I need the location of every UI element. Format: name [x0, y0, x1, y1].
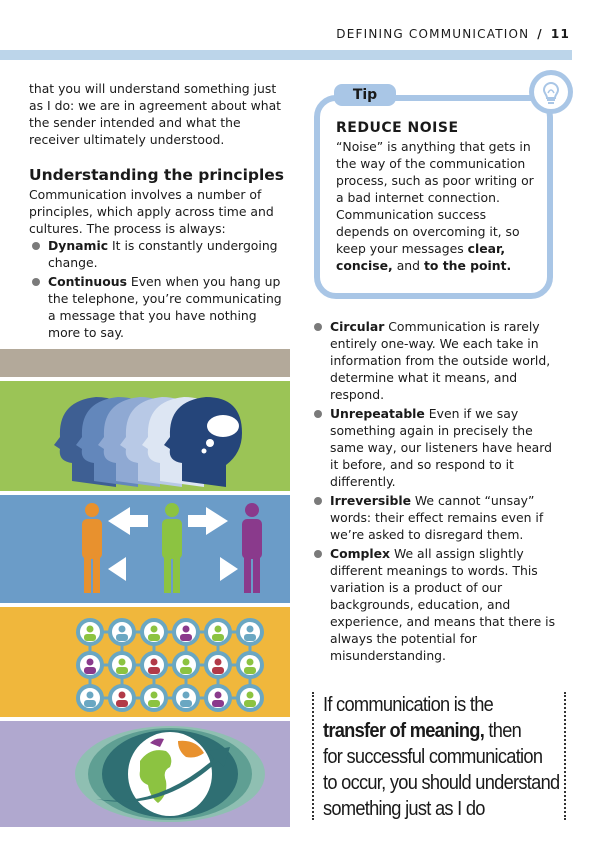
three-people-arrows-icon	[0, 495, 290, 603]
quote-emphasis: transfer of meaning,	[323, 720, 485, 742]
bullet-text: It is constantly undergoing change.	[48, 238, 278, 270]
intro-paragraph: that you will understand something just as I do: we are in agreement about what the sender intended and what the receiver ultimately understood.	[29, 81, 282, 147]
pull-quote-text	[323, 692, 560, 822]
section-title: DEFINING COMMUNICATION	[336, 27, 530, 41]
tip-bold-text: to the point.	[423, 258, 512, 273]
list-item	[311, 318, 561, 403]
list-item	[29, 237, 291, 271]
section-heading: Understanding the principles	[29, 166, 285, 184]
bullet-text: We cannot “unsay” words: their effect remains even if we’re asked to disregard them.	[330, 493, 544, 542]
page-number: 11	[550, 27, 570, 41]
network-people-icon	[0, 607, 290, 717]
list-item	[311, 545, 561, 664]
pull-quote	[312, 690, 567, 825]
principles-list-right	[311, 318, 561, 664]
right-column	[311, 318, 561, 666]
quote-line	[323, 718, 548, 744]
bullet-term: Continuous	[48, 274, 127, 289]
quote-line: If communication is the	[323, 694, 494, 716]
bullet-term: Complex	[330, 546, 391, 561]
quote-line-rest: then	[484, 720, 522, 742]
globe-arrow-icon	[0, 721, 290, 827]
quote-right-rule	[564, 692, 566, 820]
bullet-text: Communication is rarely entirely one-way. We each take in information from the outside world, determine what it means, and respond.	[330, 319, 551, 402]
tip-label: Tip	[334, 84, 396, 106]
bullet-term: Circular	[330, 319, 385, 334]
header-separator: /	[537, 27, 543, 41]
running-head	[336, 27, 570, 41]
bullet-text: We all assign slightly different meanings to words. This variation is a product of our backgrounds, education, and experience, and means that there is always the potential for misunderstanding.	[330, 546, 556, 663]
lightbulb-icon	[528, 69, 574, 115]
quote-left-rule	[312, 692, 314, 820]
list-item	[311, 405, 561, 490]
bullet-text: Even if we say something again in precisely the same way, our listeners have heard it before, and so respond to it differently.	[330, 406, 553, 489]
quote-line: something just as I do	[323, 798, 485, 820]
band-top	[0, 349, 290, 377]
header-rule	[0, 50, 572, 60]
tip-body	[336, 138, 541, 274]
bullet-term: Irreversible	[330, 493, 411, 508]
tip-text: “Noise” is anything that gets in the way of the communication process, such as poor writing or a bad internet connection. Communication success depends on overcoming it, so keep your messages	[336, 139, 534, 256]
principles-paragraph: Communication involves a number of principles, which apply across time and cultures. The process is always:	[29, 187, 274, 236]
quote-line: for successful communication	[323, 746, 543, 768]
profile-heads-icon	[0, 381, 290, 491]
tip-bold-text: clear, concise,	[336, 241, 506, 273]
list-item	[29, 273, 291, 341]
principles-list-left	[29, 237, 291, 341]
bullet-term: Dynamic	[48, 238, 109, 253]
bullet-text: Even when you hang up the telephone, you’re communicating a message that you have nothing more to say.	[48, 274, 282, 340]
left-column	[29, 80, 291, 343]
tip-heading: REDUCE NOISE	[336, 120, 459, 136]
list-item	[311, 492, 561, 543]
bullet-term: Unrepeatable	[330, 406, 425, 421]
tip-text: and	[392, 258, 424, 273]
quote-line: to occur, you should understand	[323, 772, 560, 794]
